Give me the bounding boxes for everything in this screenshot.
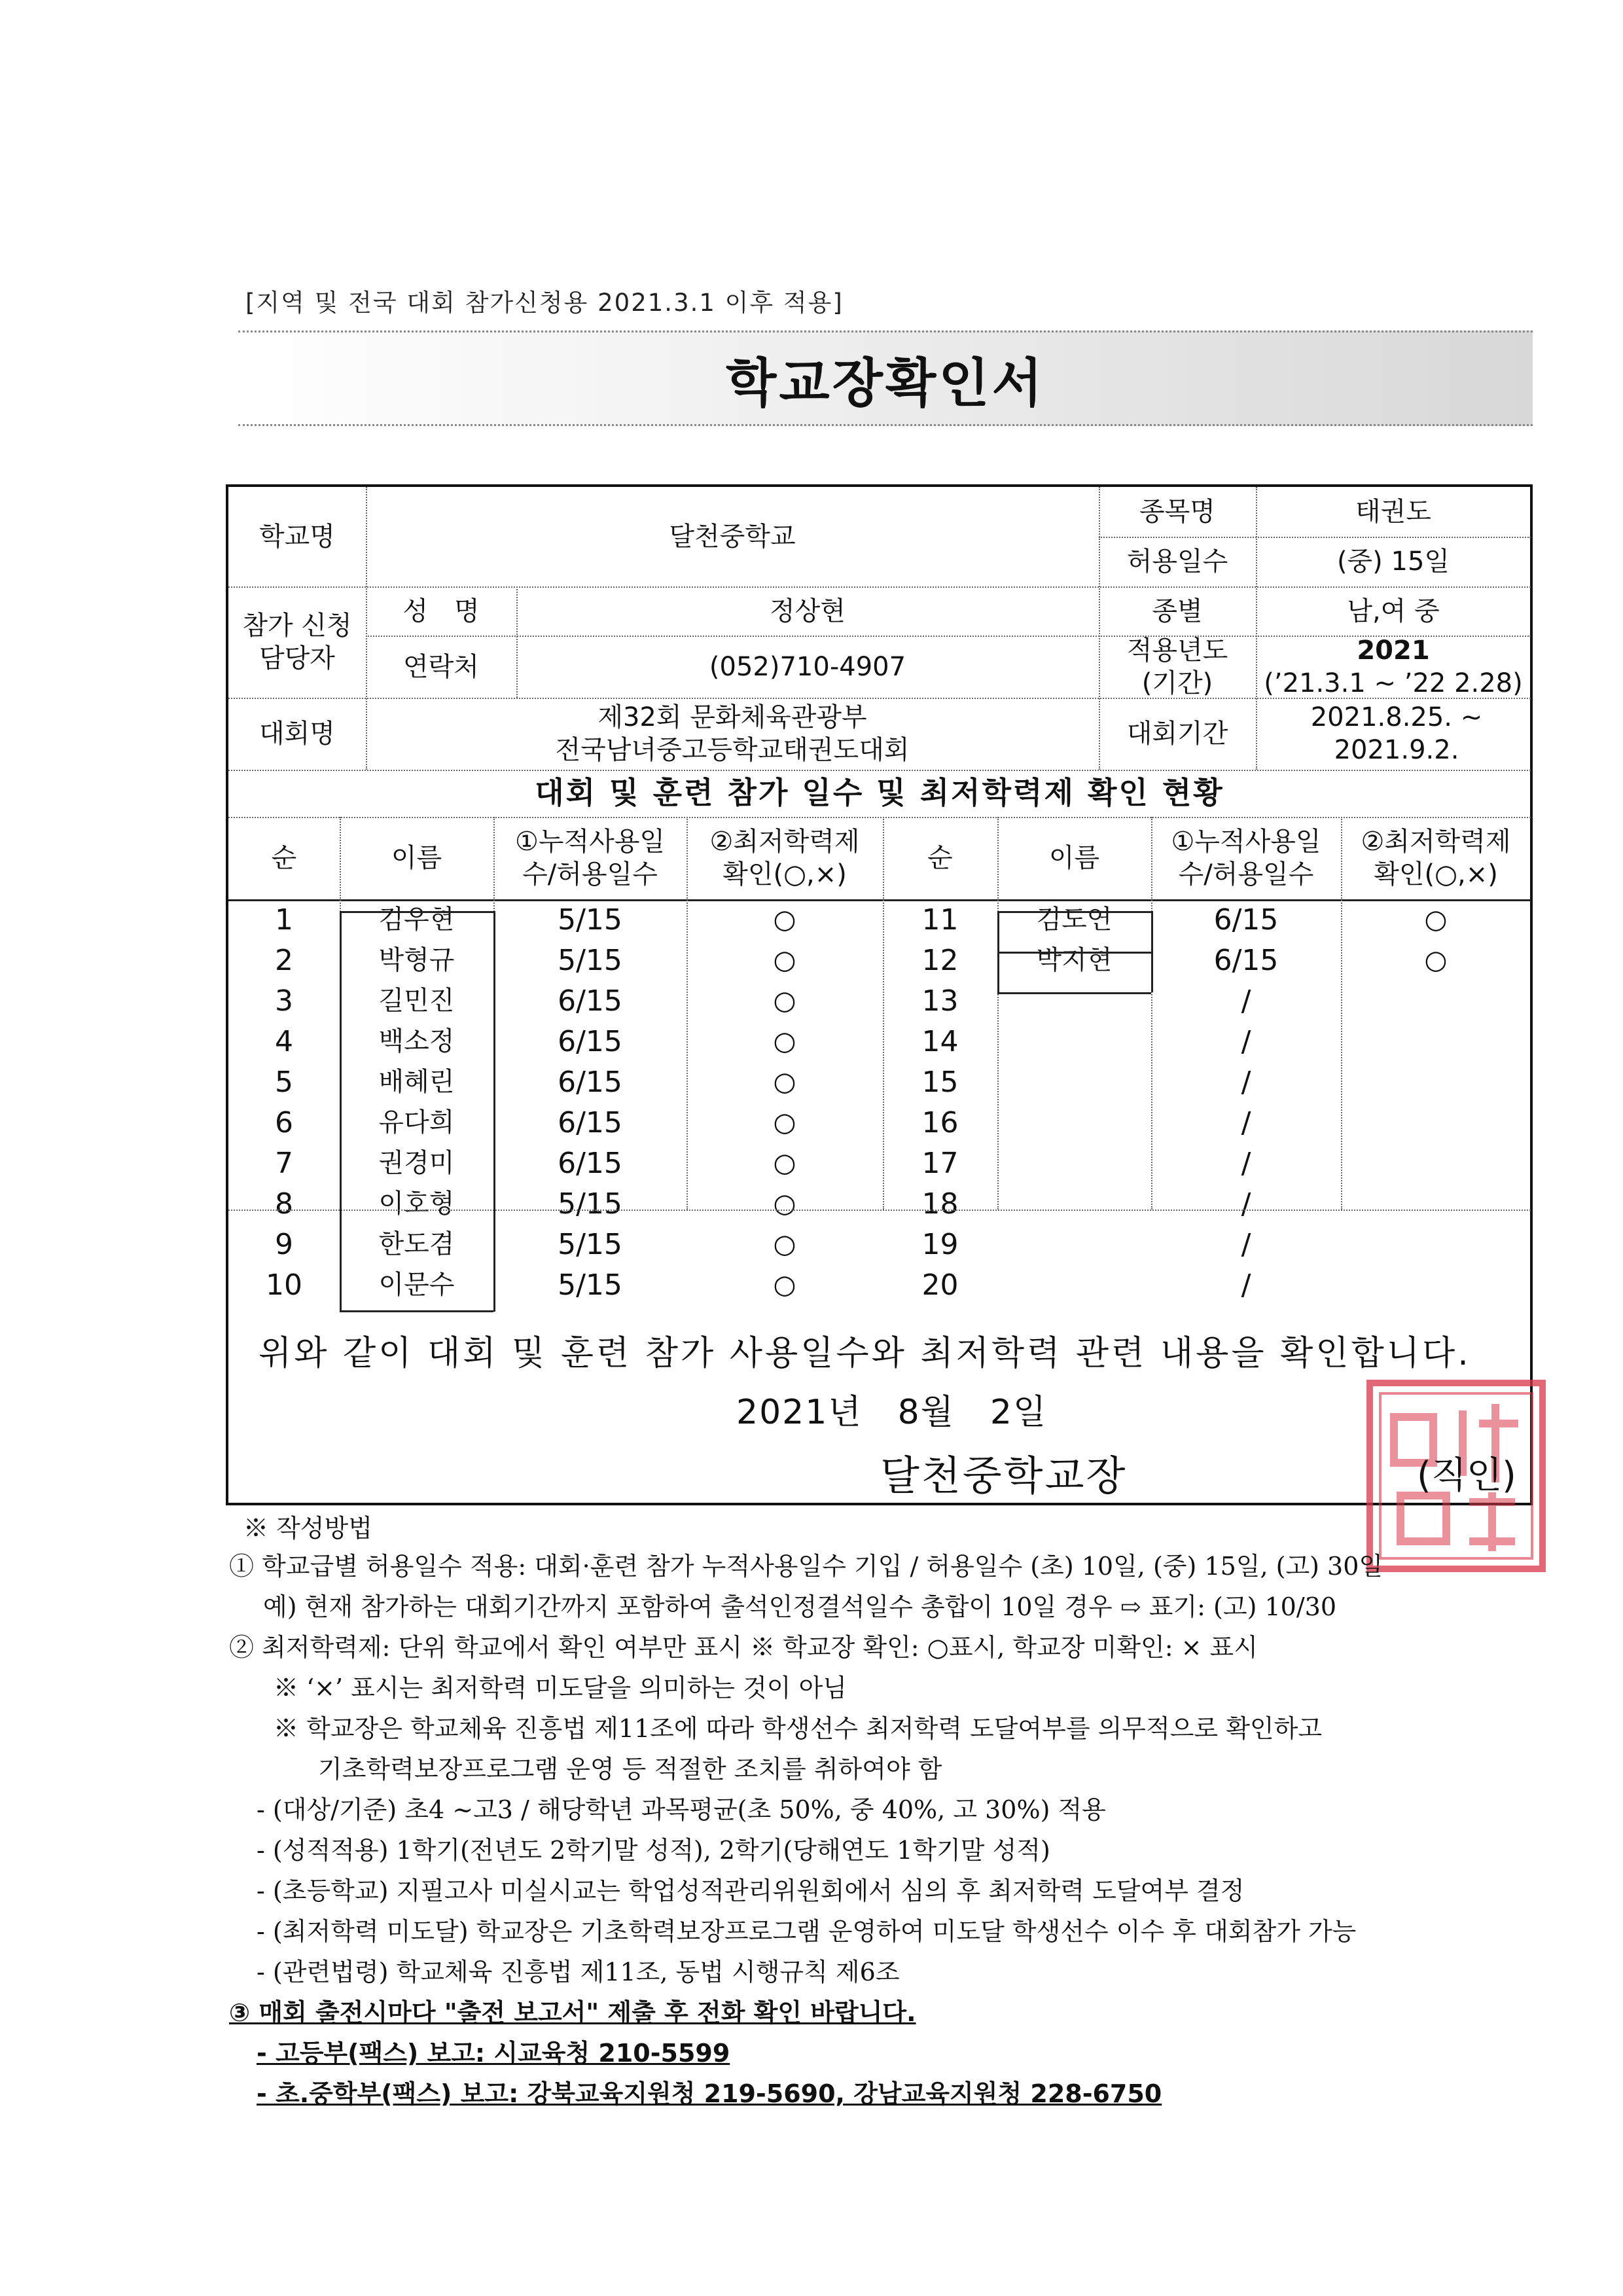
participant-days: /	[1241, 1146, 1251, 1180]
col-header-min-left	[687, 817, 883, 899]
participant-days: 5/15	[558, 1227, 622, 1261]
participant-name	[997, 980, 1151, 1021]
participant-no: 6	[275, 1105, 293, 1139]
participant-no: 3	[275, 984, 293, 1018]
note-2f: - (초등학교) 지필고사 미실시교는 학업성적관리위원회에서 심의 후 최저학력 도달여부 결정	[257, 1876, 1245, 1905]
participant-no: 11	[921, 903, 959, 937]
participant-check	[1341, 1224, 1531, 1265]
participant-days: 6/15	[558, 1105, 622, 1139]
allowed-days-label: 허용일수	[1126, 547, 1228, 577]
col-header-days-line1: ①누적사용일	[1171, 827, 1321, 857]
col-header-min-line2: 확인(○,×)	[722, 859, 847, 889]
event-value: 태권도	[1355, 497, 1431, 527]
participant-days: 6/15	[558, 1024, 622, 1058]
participant-no: 8	[275, 1187, 293, 1221]
participant-days: /	[1241, 1024, 1251, 1058]
section-title: 대회 및 훈련 참가 일수 및 최저학력제 확인 현황	[535, 775, 1224, 811]
year-label	[1099, 636, 1256, 698]
participant-no: 18	[921, 1187, 959, 1221]
participant-name: 김도연	[1036, 905, 1113, 935]
note-2b: ※ 학교장은 학교체육 진흥법 제11조에 따라 학생선수 최저학력 도달여부를 의무적으로 확인하고	[274, 1714, 1323, 1743]
note-2h: - (관련법령) 학교체육 진흥법 제11조, 동법 시행규칙 제6조	[257, 1958, 900, 1986]
note-3a: - 고등부(팩스) 보고: 시교육청 210-5599	[257, 2039, 730, 2068]
col-header-no-right: 순	[927, 843, 953, 873]
participant-no: 4	[275, 1024, 293, 1058]
participant-name: 백소정	[378, 1026, 455, 1056]
participant-check: ○	[1424, 945, 1448, 975]
participant-check: ○	[1424, 905, 1448, 935]
period-value: 2021.8.25. ~ 2021.9.2.	[1310, 702, 1483, 765]
participant-no: 15	[921, 1065, 959, 1099]
col-header-days-line2: 수/허용일수	[1178, 859, 1314, 889]
title-band	[238, 331, 1533, 426]
participant-no: 12	[921, 943, 959, 977]
participant-check: ○	[773, 1270, 796, 1300]
note-2d: - (대상/기준) 초4 ~고3 / 해당학년 과목평균(초 50%, 중 40%, 고 30%) 적용	[257, 1795, 1106, 1824]
col-header-min-line1: ②최저학력제	[1361, 827, 1511, 857]
category-value: 남,여 중	[1347, 596, 1440, 626]
note-2: ② 최저학력제: 단위 학교에서 확인 여부만 표시 ※ 학교장 확인: ○표시, 학교장 미확인: × 표시	[229, 1633, 1258, 1662]
participant-name	[997, 1102, 1151, 1143]
participant-check	[1341, 980, 1531, 1021]
applicant-label-line2: 담당자	[259, 643, 335, 673]
participant-days: 6/15	[558, 1065, 622, 1099]
participant-no: 5	[275, 1065, 293, 1099]
year-label-line2: (기간)	[1141, 668, 1213, 698]
participant-no: 19	[921, 1227, 959, 1261]
participant-days: 5/15	[558, 943, 622, 977]
participant-name: 길민진	[378, 986, 455, 1016]
year-value-line2: (’21.3.1 ~ ’22 2.28)	[1264, 668, 1523, 698]
participant-days: /	[1241, 1105, 1251, 1139]
participant-check	[1341, 1143, 1531, 1183]
participant-name: 유다희	[378, 1107, 455, 1138]
participant-no: 16	[921, 1105, 959, 1139]
year-label-line1: 적용년도	[1126, 635, 1228, 666]
page-title: 학교장확인서	[726, 352, 1045, 414]
participant-no: 7	[275, 1146, 293, 1180]
participant-days: 6/15	[558, 1146, 622, 1180]
seal-label: (직인)	[1417, 1454, 1516, 1497]
participant-check: ○	[773, 945, 796, 975]
event-label: 종목명	[1139, 497, 1215, 527]
participant-check: ○	[773, 1026, 796, 1056]
participant-days: 6/15	[1213, 903, 1279, 937]
participant-name: 이호형	[378, 1189, 455, 1219]
participant-name: 배혜린	[378, 1067, 455, 1097]
year-value-line1: 2021	[1357, 635, 1430, 666]
participant-no: 14	[921, 1024, 959, 1058]
participant-check	[1341, 1265, 1531, 1305]
note-1: ① 학교급별 허용일수 적용: 대회·훈련 참가 누적사용일수 기입 / 허용일수 (초) 10일, (중) 15일, (고) 30일	[229, 1552, 1383, 1581]
participant-check: ○	[773, 1229, 796, 1259]
note-2e: - (성적적용) 1학기(전년도 2학기말 성적), 2학기(당해연도 1학기말 성적)	[257, 1836, 1050, 1865]
note-2a: ※ ‘×’ 표시는 최저학력 미도달을 의미하는 것이 아님	[274, 1674, 847, 1702]
participant-check: ○	[773, 1148, 796, 1178]
participant-no: 20	[921, 1268, 959, 1302]
participant-name: 한도겸	[378, 1229, 455, 1259]
participant-no: 1	[275, 903, 293, 937]
note-1-example: 예) 현재 참가하는 대회기간까지 포함하여 출석인정결석일수 총합이 10일 경우 ⇨ 표기: (고) 10/30	[263, 1592, 1337, 1621]
category-label: 종별	[1152, 596, 1203, 626]
participant-days: /	[1241, 1227, 1251, 1261]
col-header-name-left: 이름	[391, 843, 442, 873]
participant-no: 13	[921, 984, 959, 1018]
col-header-no-left: 순	[271, 843, 297, 873]
participant-name	[997, 1021, 1151, 1062]
participant-check	[1341, 1183, 1531, 1224]
period-label: 대회기간	[1126, 719, 1228, 749]
participant-no: 2	[275, 943, 293, 977]
participant-check: ○	[773, 1107, 796, 1138]
participant-days: /	[1241, 1268, 1251, 1302]
competition-label: 대회명	[259, 719, 335, 749]
participant-name: 김우현	[378, 905, 455, 935]
participant-name	[997, 1143, 1151, 1183]
confirmation-statement: 위와 같이 대회 및 훈련 참가 사용일수와 최저학력 관련 내용을 확인합니다.	[259, 1334, 1471, 1373]
form-usage-note: [지역 및 전국 대회 참가신청용 2021.3.1 이후 적용]	[245, 289, 844, 317]
col-header-days-line2: 수/허용일수	[522, 859, 658, 889]
participant-no: 9	[275, 1227, 293, 1261]
competition-value-line1: 제32회 문화체육관광부	[597, 702, 867, 732]
participant-days: 6/15	[558, 984, 622, 1018]
participant-check	[1341, 1021, 1531, 1062]
col-header-days-line1: ①누적사용일	[514, 827, 666, 857]
applicant-label-line1: 참가 신청	[242, 611, 352, 641]
col-header-name-right: 이름	[1048, 843, 1100, 873]
col-header-min-right	[1341, 817, 1531, 899]
participant-name: 권경미	[378, 1148, 455, 1178]
allowed-days-value: (중) 15일	[1336, 547, 1450, 577]
participant-name: 박형규	[378, 945, 455, 975]
applicant-label	[228, 586, 366, 698]
name-value: 정상현	[770, 596, 846, 626]
participant-check	[1341, 1102, 1531, 1143]
name-label: 성 명	[402, 596, 480, 626]
participant-days: 6/15	[1213, 943, 1279, 977]
note-3b: - 초.중학부(팩스) 보고: 강북교육지원청 219-5690, 강남교육지원청 228-6750	[257, 2079, 1162, 2108]
contact-label: 연락처	[403, 651, 479, 682]
col-header-min-line2: 확인(○,×)	[1374, 859, 1498, 889]
participant-check: ○	[773, 905, 796, 935]
participant-days: 5/15	[558, 903, 622, 937]
participant-name	[997, 1183, 1151, 1224]
competition-value-line2: 전국남녀중고등학교태권도대회	[555, 735, 910, 765]
col-header-min-line1: ②최저학력제	[709, 827, 860, 857]
year-value	[1256, 636, 1531, 698]
participant-days: /	[1241, 1187, 1251, 1221]
col-header-days-right	[1151, 817, 1341, 899]
participant-no: 17	[921, 1146, 959, 1180]
participant-name	[997, 1224, 1151, 1265]
participant-check: ○	[773, 1189, 796, 1219]
participant-days: 5/15	[558, 1187, 622, 1221]
confirmation-date: 2021년 8월 2일	[736, 1393, 1048, 1432]
participant-check: ○	[773, 1067, 796, 1097]
principal-signature: 달천중학교장	[880, 1452, 1128, 1499]
contact-value: (052)710-4907	[709, 651, 906, 682]
participant-days: /	[1241, 1065, 1251, 1099]
participant-name	[997, 1265, 1151, 1305]
note-2c: 기초학력보장프로그램 운영 등 적절한 조치를 취하여야 함	[318, 1755, 942, 1784]
col-header-days-left	[493, 817, 687, 899]
participant-name: 이문수	[378, 1270, 455, 1300]
participant-name: 박지현	[1036, 945, 1113, 975]
participant-name	[997, 1062, 1151, 1102]
participant-days: 5/15	[558, 1268, 622, 1302]
participant-check	[1341, 1062, 1531, 1102]
participant-days: /	[1241, 984, 1251, 1018]
school-value: 달천중학교	[669, 522, 796, 552]
school-label: 학교명	[259, 522, 335, 552]
note-3: ③ 매회 출전시마다 "출전 보고서" 제출 후 전화 확인 바랍니다.	[229, 1998, 916, 2027]
participant-no: 10	[266, 1268, 302, 1302]
notes-heading: ※ 작성방법	[243, 1514, 372, 1543]
participant-check: ○	[773, 986, 796, 1016]
competition-value	[366, 698, 1099, 770]
note-2g: - (최저학력 미도달) 학교장은 기초학력보장프로그램 운영하여 미도달 학생선수 이수 후 대회참가 가능	[257, 1917, 1357, 1946]
